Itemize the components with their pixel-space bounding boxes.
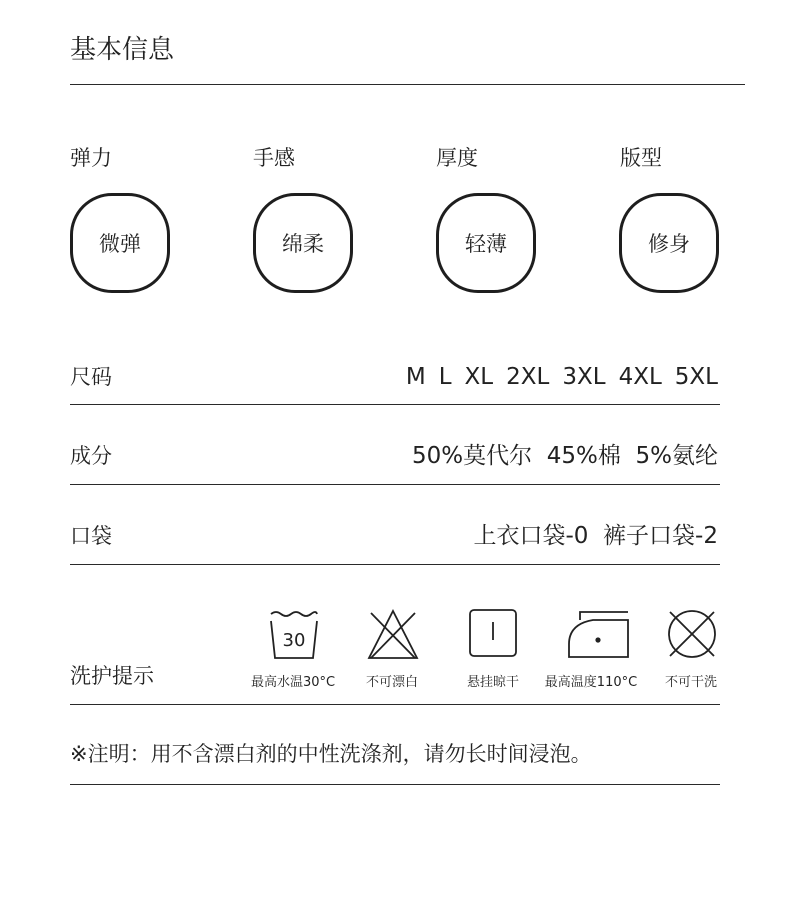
row-divider: [70, 404, 720, 405]
attr-label-fit: 版型: [620, 146, 662, 170]
size-item: M: [405, 364, 426, 390]
row-divider: [70, 784, 720, 785]
row-divider: [70, 704, 720, 705]
care-caption-iron: 最高温度110°C: [544, 675, 638, 690]
wash-temp-number: 30: [282, 630, 306, 651]
attr-value-thickness: 轻薄: [465, 232, 507, 256]
size-item: XL: [464, 364, 494, 390]
attr-label-elasticity: 弹力: [70, 146, 112, 170]
care-caption-wash: 最高水温30°C: [250, 675, 336, 690]
size-item: 3XL: [562, 364, 606, 390]
row-divider: [70, 484, 720, 485]
attr-value-elasticity: 微弹: [99, 232, 141, 256]
no-dry-clean-icon: [666, 608, 718, 660]
title-divider: [70, 84, 745, 85]
care-note: ※注明：用不含漂白剂的中性洗涤剂，请勿长时间浸泡。: [70, 742, 592, 766]
size-list: [393, 361, 718, 393]
size-label: 尺码: [70, 365, 112, 389]
attr-value-fit: 修身: [648, 232, 690, 256]
attr-badge-elasticity: [70, 193, 170, 293]
size-item: 5XL: [674, 364, 718, 390]
composition-label: 成分: [70, 444, 112, 468]
composition-value: 50%莫代尔 45%棉 5%氨纶: [412, 443, 718, 469]
care-label: 洗护提示: [70, 664, 154, 688]
row-divider: [70, 564, 720, 565]
size-item: 2XL: [506, 364, 550, 390]
care-caption-dry: 悬挂晾干: [466, 675, 519, 690]
care-caption-bleach: 不可漂白: [365, 675, 418, 690]
hang-dry-icon: [468, 608, 518, 658]
size-item: L: [438, 364, 452, 390]
pocket-value: 上衣口袋-0 裤子口袋-2: [473, 523, 718, 549]
pocket-label: 口袋: [70, 524, 112, 548]
size-item: 4XL: [618, 364, 662, 390]
no-bleach-icon: [366, 608, 420, 660]
care-caption-dry-clean: 不可干洗: [664, 675, 717, 690]
attr-label-thickness: 厚度: [436, 146, 478, 170]
attr-badge-feel: [253, 193, 353, 293]
section-title: 基本信息: [70, 35, 175, 65]
wash-30-icon: [268, 608, 320, 660]
attr-value-feel: 绵柔: [282, 232, 324, 256]
attr-badge-fit: [619, 193, 719, 293]
attr-badge-thickness: [436, 193, 536, 293]
attr-label-feel: 手感: [253, 146, 295, 170]
iron-icon: [566, 608, 632, 660]
